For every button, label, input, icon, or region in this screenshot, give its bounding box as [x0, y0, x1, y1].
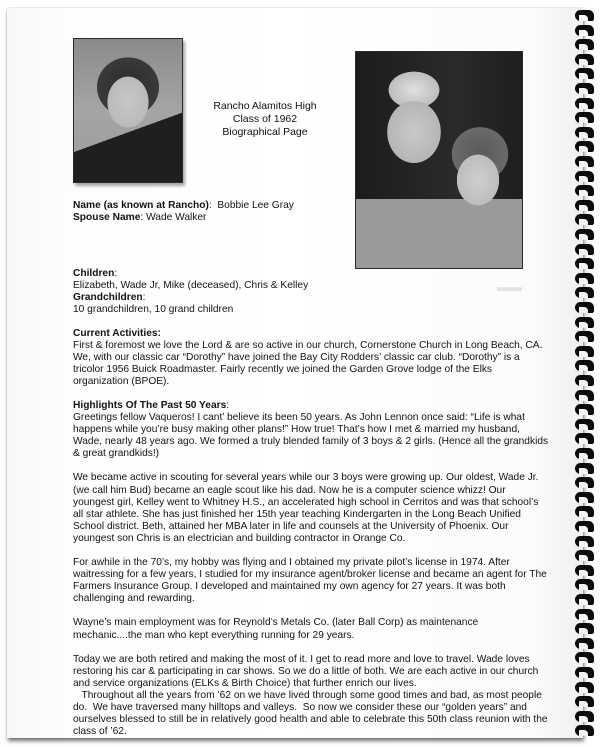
binding-coil-loop — [575, 667, 594, 678]
binding-coil-loop — [575, 127, 594, 138]
binding-coil-loop — [575, 477, 594, 488]
children-value: Elizabeth, Wade Jr, Mike (deceased), Chris & Kelley — [73, 280, 309, 292]
couple-portrait-photo — [355, 51, 523, 269]
binding-coil-loop — [575, 244, 594, 255]
binding-coil-loop — [575, 156, 594, 167]
binding-coil-loop — [575, 83, 594, 94]
binding-coil-loop — [575, 229, 594, 240]
binding-coil-loop — [575, 346, 594, 357]
binding-coil-loop — [575, 200, 594, 211]
highlights-paragraph: Today we are both retired and making the most of it. I get to read more and love to travel. Wade loves restoring his car & participating in car shows. So we do a little of both. We are each active in our church and service organizations (ELKs & Birth Choice) that further enrich our lives. — [73, 653, 539, 689]
biography-page — [7, 8, 583, 738]
school-name: Rancho Alamitos High — [213, 100, 317, 112]
spiral-binding — [572, 6, 594, 734]
binding-coil-loop — [575, 623, 594, 634]
binding-coil-loop — [575, 404, 594, 415]
binding-coil-loop — [575, 302, 594, 313]
binding-coil-loop — [575, 273, 594, 284]
binding-coil-loop — [575, 39, 594, 50]
binding-coil-loop — [575, 419, 594, 430]
binding-coil-loop — [575, 638, 594, 649]
binding-coil-loop — [575, 594, 594, 605]
binding-coil-loop — [575, 10, 594, 21]
spouse-value: Wade Walker — [146, 212, 207, 224]
highlights-section — [73, 400, 549, 738]
binding-coil-loop — [575, 696, 594, 707]
highlights-label: Highlights Of The Past 50 Years — [73, 400, 227, 411]
binding-coil-loop — [575, 463, 594, 474]
identity-section — [73, 200, 549, 224]
binding-coil-loop — [575, 68, 594, 79]
binding-coil-loop — [575, 141, 594, 152]
binding-coil-loop — [575, 25, 594, 36]
name-value: Bobbie Lee Gray — [217, 200, 294, 211]
binding-coil-loop — [575, 331, 594, 342]
highlights-paragraph: Throughout all the years from ’62 on we have lived through some good times and bad, as most people do. We have traversed many hilltops and valleys. So now we consider these our “golden years” and ourselves blessed to still be in relatively good health and able to celebrate this 50th class reunion with the class of ’62. — [73, 689, 551, 738]
grandchildren-label: Grandchildren — [73, 292, 143, 304]
spouse-line — [73, 212, 549, 224]
family-section — [73, 268, 549, 316]
bleed-through-mark: ▬▬ — [497, 280, 522, 294]
binding-coil-loop — [575, 214, 594, 225]
yearbook-portrait-photo — [73, 38, 183, 183]
binding-coil-loop — [575, 711, 594, 722]
binding-coil-loop — [575, 652, 594, 663]
binding-coil-loop — [575, 112, 594, 123]
name-line — [73, 200, 549, 212]
children-label: Children — [73, 268, 115, 279]
name-colon: : — [208, 200, 212, 211]
page-type: Biographical Page — [222, 126, 308, 138]
binding-coil-loop — [575, 609, 594, 620]
grandchildren-colon: : — [142, 292, 146, 304]
binding-coil-loop — [575, 565, 594, 576]
binding-coil-loop — [575, 579, 594, 590]
highlights-colon: : — [226, 400, 230, 411]
children-colon: : — [114, 268, 118, 279]
binding-coil-loop — [575, 98, 594, 109]
activities-text: First & foremost we love the Lord & are so active in our church, Cornerstone Church in Long Beach, CA. We, with our classic car “Dorothy” have joined the Bay City Rodders’ classic car club. “Dorothy” is a tricolor 1956 Buick Roadmaster. Fairly recently we joined the Garden Grove lodge of the Elks organization (BPOE). — [73, 340, 543, 388]
spouse-label: Spouse Name — [73, 212, 141, 224]
binding-coil-loop — [575, 725, 594, 736]
binding-coil-loop — [575, 317, 594, 328]
binding-coil-loop — [575, 171, 594, 182]
highlights-paragraph: Greetings fellow Vaqueros! I cant’ believe its been 50 years. As John Lennon once said: “Life is what happens while you’re busy making other plans!” How true! That’s how I met & married my husband, Wade, nearly 48 years ago. We formed a truly blended family of 3 boys & 2 girls. (Hence all the grandkids & great grandkids!) — [73, 412, 549, 460]
binding-coil-loop — [575, 54, 594, 65]
class-year: Class of 1962 — [232, 113, 298, 125]
binding-coil-loop — [575, 492, 594, 503]
page-header — [205, 100, 325, 139]
activities-label: Current Activities: — [73, 328, 161, 339]
binding-coil-loop — [575, 375, 594, 386]
binding-coil-loop — [575, 550, 594, 561]
binding-coil-loop — [575, 506, 594, 517]
binding-coil-loop — [575, 682, 594, 693]
highlights-paragraph: For awhile in the 70’s, my hobby was flying and I obtained my private pilot’s license in 1974. After waitressing for a few years, I studied for my insurance agent/broker license and became an agent for The Farmers Insurance Group. I developed and maintained my own agency for 27 years. It was both challenging and rewarding. — [73, 557, 547, 605]
highlights-paragraph: We became active in scouting for several years while our 3 boys were growing up. Our oldest, Wade Jr. (we call him Bud) became an eagle scout like his dad. Now he is a computer science whizz! Our youngest girl, Kelley went to Whitney H.S., an accelerated high school in Cerritos and was that school’s all star athlete. She has just finished her 15th year teaching Kindergarten in the Long Beach Unified School district. Beth, attained her MBA later in life and counsels at the University of Phoenix. Our youngest son Chris is an electrician and building contractor in Orange Co. — [73, 472, 539, 544]
name-label: Name (as known at Rancho) — [73, 200, 209, 211]
binding-coil-loop — [575, 390, 594, 401]
activities-section — [73, 328, 549, 388]
binding-coil-loop — [575, 258, 594, 269]
highlights-paragraph: Wayne’s main employment was for Reynold’s Metals Co. (later Ball Corp) as maintenance mechanic....the man who kept everything running for 29 years. — [73, 617, 479, 641]
binding-coil-loop — [575, 360, 594, 371]
spouse-colon: : — [140, 212, 144, 224]
binding-coil-loop — [575, 536, 594, 547]
grandchildren-value: 10 grandchildren, 10 grand children — [73, 304, 234, 316]
binding-coil-loop — [575, 448, 594, 459]
binding-coil-loop — [575, 287, 594, 298]
binding-coil-loop — [575, 185, 594, 196]
binding-coil-loop — [575, 521, 594, 532]
binding-coil-loop — [575, 433, 594, 444]
